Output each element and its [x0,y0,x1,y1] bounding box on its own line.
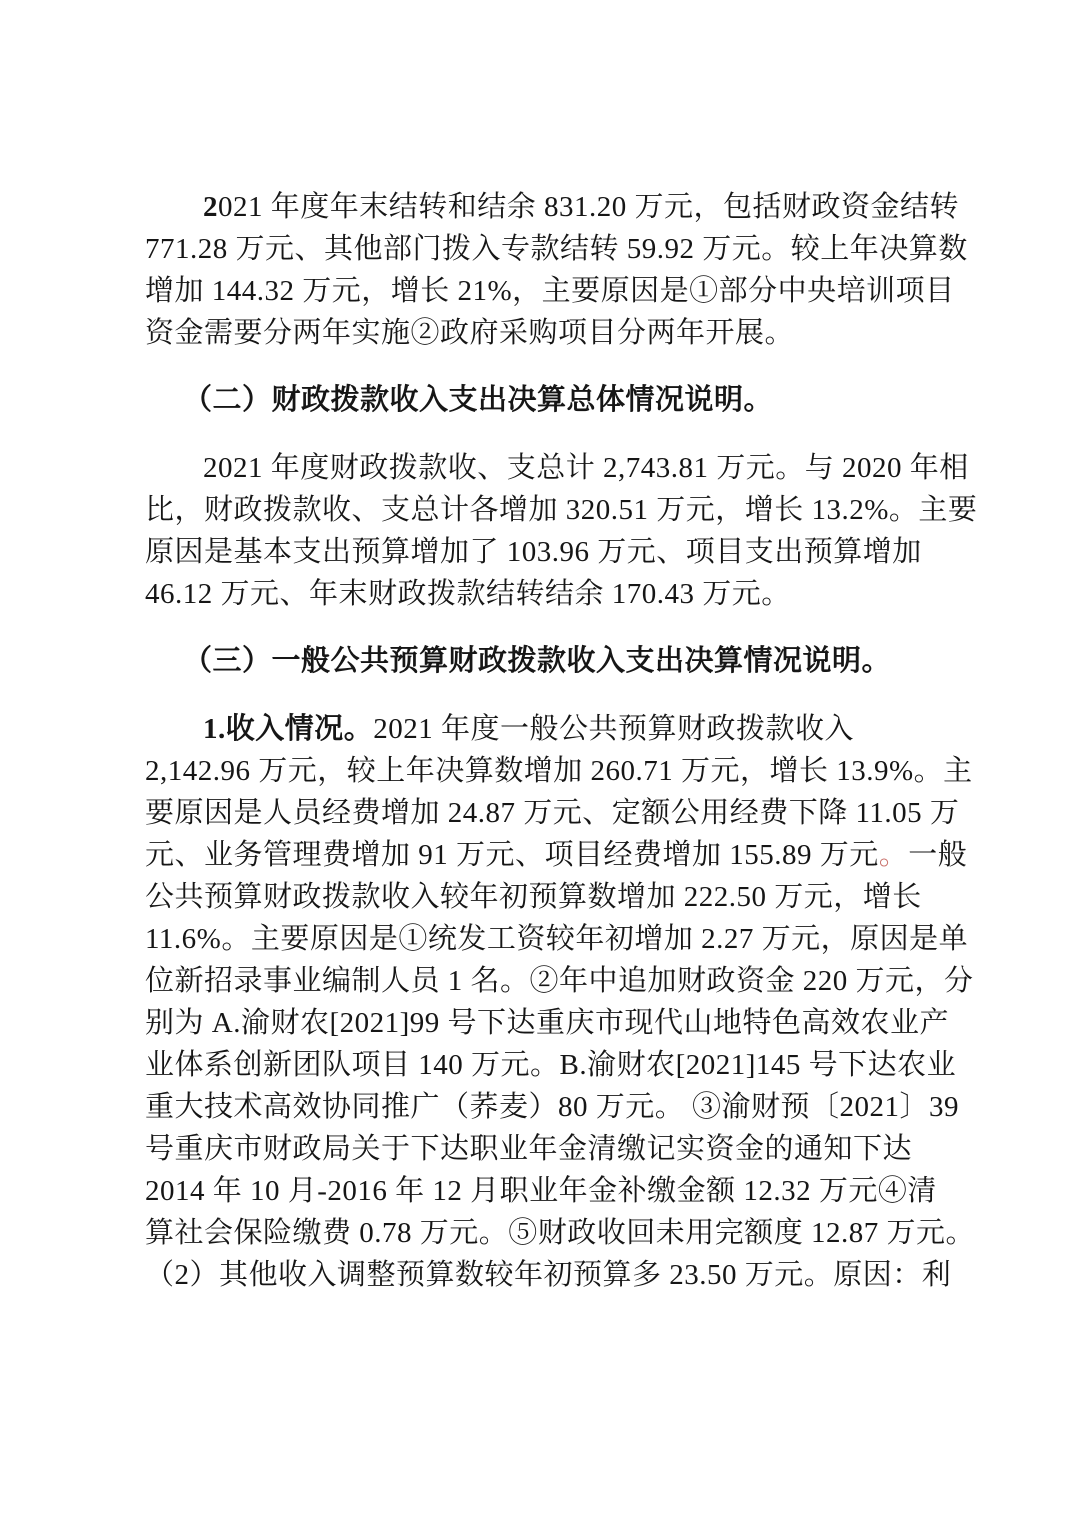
text-line [145,312,945,354]
text-line [145,379,945,421]
section-heading [145,640,945,682]
text-segment: 771.28 万元、其他部门拨入专款结转 59.92 万元。较上年决算数 [145,233,968,265]
body-paragraph [145,447,978,615]
text-line [145,792,960,834]
text-segment: 别为 A.渝财农[2021]99 号下达重庆市现代山地特色高效农业产 [145,1007,950,1039]
text-segment: 021 年度年末结转和结余 831.20 万元，包括财政资金结转 [218,191,960,223]
text-line [145,640,945,682]
text-segment: （三）一般公共预算财政拨款收入支出决算情况说明。 [183,645,892,677]
text-segment: 要原因是人员经费增加 24.87 万元、定额公用经费下降 11.05 万 [145,797,960,829]
text-segment: 2,142.96 万元，较上年决算数增加 260.71 万元，增长 13.9%。主 [145,755,973,787]
text-segment: 位新招录事业编制人员 1 名。②年中追加财政资金 220 万元，分 [145,965,974,997]
red-full-stop: 。 [878,839,909,871]
text-line [145,918,969,960]
text-segment: 46.12 万元、年末财政拨款结转结余 170.43 万元。 [145,578,791,610]
text-segment: 比，财政拨款收、支总计各增加 320.51 万元，增长 13.2%。主要 [145,494,978,526]
text-line [145,1170,945,1212]
text-line [145,270,955,312]
text-segment: 2 [203,191,218,223]
text-segment: 算社会保险缴费 0.78 万元。⑤财政收回未用完额度 12.87 万元。 [145,1217,976,1249]
text-segment: 2014 年 10 月-2016 年 12 月职业年金补缴金额 12.32 万元④清 [145,1175,937,1207]
text-segment: 2021 年度财政拨款收、支总计 2,743.81 万元。与 2020 年相 [203,452,969,484]
text-line [145,228,968,270]
text-line [145,750,973,792]
document-body [145,186,978,1296]
text-line [145,1212,976,1254]
text-segment: 业体系创新团队项目 140 万元。B.渝财农[2021]145 号下达农业 [145,1049,957,1081]
text-line [145,531,945,573]
text-line [145,834,968,876]
text-line [145,489,978,531]
text-line [145,573,945,615]
text-line [145,960,974,1002]
text-line [145,1086,960,1128]
section-heading [145,379,945,421]
text-segment: 号重庆市财政局关于下达职业年金清缴记实资金的通知下达 [145,1133,913,1165]
text-line [145,1254,952,1296]
text-segment: 元、业务管理费增加 91 万元、项目经费增加 155.89 万元 [145,839,879,871]
text-line [145,186,960,228]
text-segment: 11.6%。主要原因是①统发工资较年初增加 2.27 万元，原因是单 [145,923,969,955]
text-line [145,447,969,489]
text-segment: 一般 [908,839,968,871]
text-line [145,1128,945,1170]
text-segment: 2021 年度一般公共预算财政拨款收入 [373,713,855,745]
text-line [145,1002,950,1044]
text-segment: 资金需要分两年实施②政府采购项目分两年开展。 [145,317,795,349]
body-paragraph [145,708,976,1296]
text-line [145,708,945,750]
text-segment: 重大技术高效协同推广（荞麦）80 万元。 ③渝财预〔2021〕39 [145,1091,960,1123]
text-segment: 增加 144.32 万元，增长 21%，主要原因是①部分中央培训项目 [145,275,955,307]
text-line [145,876,945,918]
text-segment: （二）财政拨款收入支出决算总体情况说明。 [183,384,774,416]
text-segment: （2）其他收入调整预算数较年初预算多 23.50 万元。原因：利 [145,1259,952,1291]
text-segment: 原因是基本支出预算增加了 103.96 万元、项目支出预算增加 [145,536,922,568]
text-line [145,1044,957,1086]
text-segment: 1.收入情况。 [203,713,374,745]
body-paragraph [145,186,968,354]
text-segment: 公共预算财政拨款收入较年初预算数增加 222.50 万元，增长 [145,881,922,913]
